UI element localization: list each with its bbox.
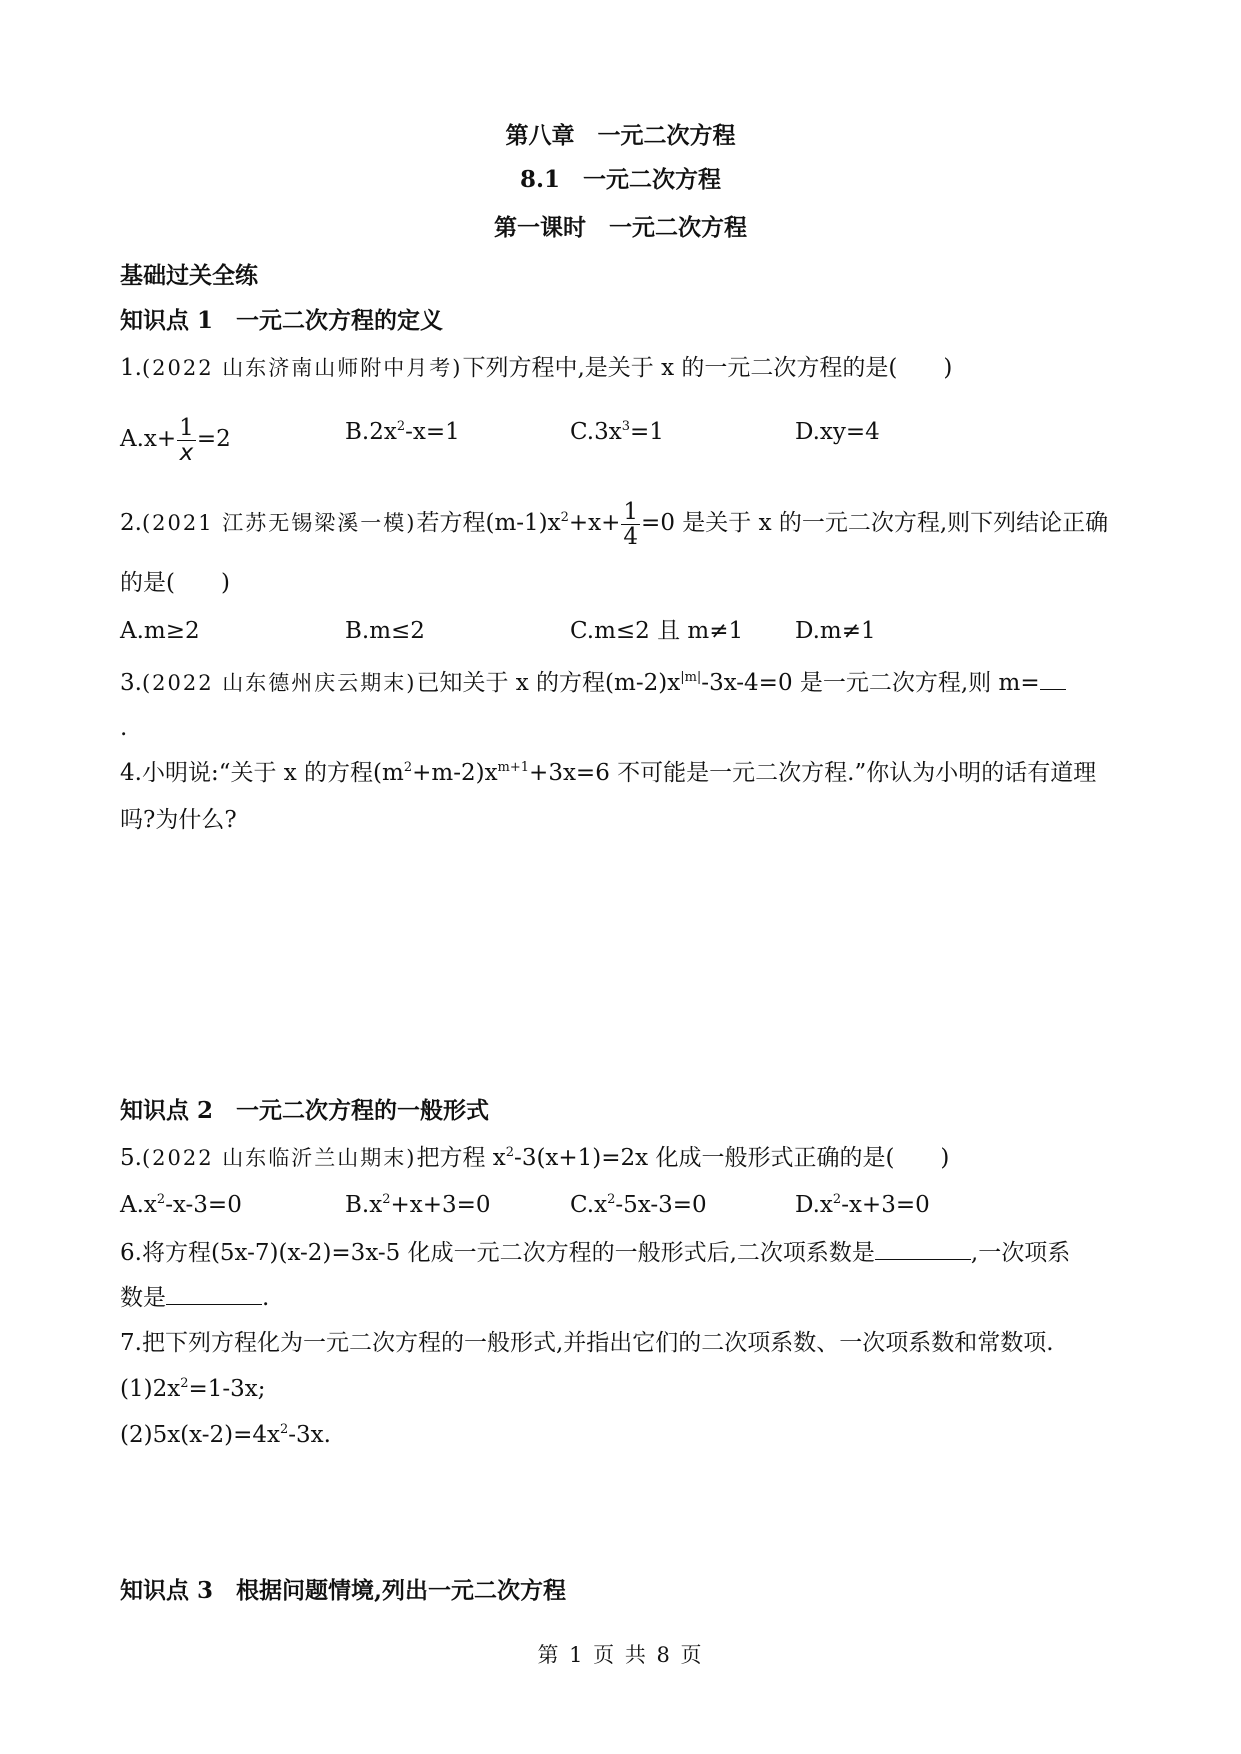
q5-option-a: $A.x^2-x-3=0$	[120, 1192, 242, 1218]
question-2: 2.(2021 江苏无锡梁溪一模)若方程$(m-1)x^2+x+$ $\frac{1}{4}$ =0 是关于 x 的一元二次方程,则下列结论正确	[120, 499, 1109, 550]
question-source: (2022 山东临沂兰山期末)	[141, 1146, 417, 1170]
practice-heading: 基础过关全练	[120, 262, 258, 289]
question-5: 5.(2022 山东临沂兰山期末)把方程 $x^2-3(x+1)=2x$ 化成一般形式正确的是( )	[120, 1145, 950, 1171]
section-title: 8.1 一元二次方程	[519, 166, 721, 193]
question-7-part-2: $(2)5x(x-2)=4x^2-3x$.	[120, 1422, 331, 1448]
q1-option-a: A.x+ $\frac{1}{x}$ =2	[120, 415, 231, 466]
question-source: (2022 山东济南山师附中月考)	[141, 356, 463, 380]
knowledge-point-2: 知识点 2 一元二次方程的一般形式	[120, 1097, 490, 1124]
q1-option-b: $B.2x^2-x=1$	[345, 419, 460, 445]
answer-blank[interactable]	[166, 1282, 262, 1305]
question-6-continued: 数是 .	[120, 1282, 269, 1313]
question-4-continued: 吗?为什么?	[120, 807, 237, 833]
question-4: 4.小明说:“关于 x 的方程$(m^2+m-2)x^{m+1}+3x=6$ 不可能是一元二次方程.”你认为小明的话有道理	[120, 760, 1097, 786]
fraction: $\frac{1}{4}$	[623, 499, 639, 550]
question-3-continued: .	[120, 715, 128, 741]
q2-option-a: A.m≥2	[120, 618, 200, 644]
q2-option-c: C.m≤2 且 m≠1	[570, 618, 744, 644]
q5-option-c: $C.x^2-5x-3=0$	[570, 1192, 707, 1218]
q2-option-d: D.m≠1	[795, 618, 876, 644]
fraction: $\frac{1}{x}$	[179, 415, 194, 466]
page-footer: 第 1 页 共 8 页	[537, 1643, 704, 1667]
q1-option-c: $C.3x^3=1$	[570, 419, 664, 445]
lesson-title: 第一课时 一元二次方程	[494, 214, 747, 241]
chapter-title: 第八章 一元二次方程	[505, 122, 736, 149]
q5-option-b: $B.x^2+x+3=0$	[345, 1192, 491, 1218]
question-3: 3.(2022 山东德州庆云期末)已知关于 x 的方程$(m-2)x^{|m|}-3x-4=0$ 是一元二次方程,则 m=	[120, 667, 1066, 698]
q2-option-b: B.m≤2	[345, 618, 425, 644]
question-2-continued: 的是( )	[120, 570, 230, 596]
question-source: (2022 山东德州庆云期末)	[141, 671, 417, 695]
question-source: (2021 江苏无锡梁溪一模)	[141, 511, 417, 535]
answer-blank[interactable]	[875, 1237, 971, 1260]
q5-option-d: $D.x^2-x+3=0$	[795, 1192, 930, 1218]
knowledge-point-1: 知识点 1 一元二次方程的定义	[120, 307, 444, 334]
answer-blank[interactable]	[1040, 667, 1066, 690]
question-7: 7.把下列方程化为一元二次方程的一般形式,并指出它们的二次项系数、一次项系数和常数项.	[120, 1330, 1054, 1356]
question-7-part-1: $(1)2x^2=1-3x$;	[120, 1376, 266, 1402]
q1-option-d: D.xy=4	[795, 419, 880, 445]
question-6: 6.将方程(5x-7)(x-2)=3x-5 化成一元二次方程的一般形式后,二次项系数是 ,一次项系	[120, 1237, 1070, 1268]
knowledge-point-3: 知识点 3 根据问题情境,列出一元二次方程	[120, 1577, 567, 1604]
question-1: 1.(2022 山东济南山师附中月考)下列方程中,是关于 x 的一元二次方程的是( )	[120, 355, 953, 381]
